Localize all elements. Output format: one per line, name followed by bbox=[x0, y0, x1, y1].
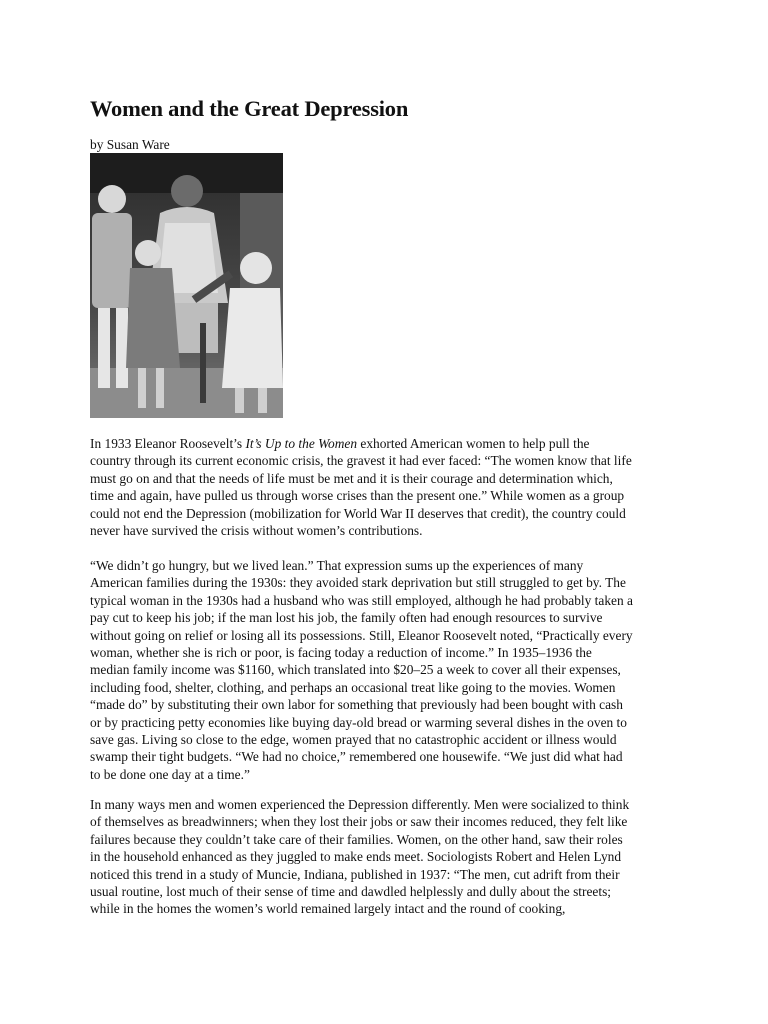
text-line: while in the homes the women’s world remained largely intact and the round of cooking, bbox=[90, 901, 566, 917]
paragraph-3 bbox=[90, 796, 690, 918]
text-line: American families during the 1930s: they avoided stark deprivation but still struggled to get by. The bbox=[90, 575, 626, 591]
text-line: save gas. Living so close to the edge, women prayed that no catastrophic accident or illness would bbox=[90, 732, 617, 748]
text-line: median family income was $1160, which translated into $20–25 a week to cover all their expenses, bbox=[90, 662, 621, 678]
text-line: swamp their tight budgets. “We had no choice,” remembered one housewife. “We just did what had bbox=[90, 749, 623, 765]
text-line: woman, whether she is rich or poor, is facing today a reduction of income.” In 1935–1936 the bbox=[90, 645, 592, 661]
text-line: failures because they couldn’t take care of their families. Women, on the other hand, saw their roles bbox=[90, 831, 623, 847]
article-photo bbox=[90, 153, 283, 418]
text-line: to be done one day at a time.” bbox=[90, 766, 250, 782]
text-line: pay cut to keep his job; if the man lost his job, the family often had enough resources to survive bbox=[90, 610, 603, 626]
text-line: including food, shelter, clothing, and perhaps an occasional treat like going to the movies. Women bbox=[90, 679, 616, 695]
text-line: usual routine, lost much of their sense of time and dawdled helplessly and dully about the streets; bbox=[90, 884, 612, 900]
text-line: time and again, have pulled us through worse crises than the present one.” While women as a group bbox=[90, 488, 625, 504]
text-line: never have survived the crisis without women’s contributions. bbox=[90, 523, 423, 539]
text-line: without going on relief or losing all its possessions. Still, Eleanor Roosevelt noted, “Practically every bbox=[90, 627, 633, 643]
text-line: of themselves as breadwinners; when they lost their jobs or saw their incomes reduced, they felt like bbox=[90, 814, 628, 830]
byline: by Susan Ware bbox=[90, 137, 170, 152]
text-line: country through its current economic crisis, the gravest it had ever faced: “The women know that life bbox=[90, 453, 632, 469]
text-line: in the household enhanced as they juggled to make ends meet. Sociologists Robert and Helen Lynd bbox=[90, 849, 622, 865]
text-line: or by practicing petty economies like buying day-old bread or warming several dishes in the oven to bbox=[90, 714, 627, 730]
text-line: “We didn’t go hungry, but we lived lean.” That expression sums up the experiences of many bbox=[90, 558, 584, 573]
text-line: In many ways men and women experienced the Depression differently. Men were socialized to think bbox=[90, 797, 630, 812]
text-line: must go on and that the needs of life must be met and it is their courage and determination which, bbox=[90, 470, 613, 486]
article-title: Women and the Great Depression bbox=[90, 96, 409, 121]
paragraph-1 bbox=[90, 435, 690, 539]
text-line: noticed this trend in a study of Muncie, Indiana, published in 1937: “The men, cut adrift from their bbox=[90, 866, 620, 882]
text-line: could not end the Depression (mobilization for World War II deserves that credit), the country could bbox=[90, 505, 626, 521]
text-line: In 1933 Eleanor Roosevelt’s It’s Up to the Women exhorted American women to help pull the bbox=[90, 436, 590, 451]
book-title: It’s Up to the Women bbox=[245, 436, 358, 451]
text-line: “made do” by substituting their own labor for something that previously had been bought with cash bbox=[90, 697, 623, 713]
text-line: typical woman in the 1930s had a husband who was still employed, although he had probably taken a bbox=[90, 592, 633, 608]
paragraph-2 bbox=[90, 557, 690, 783]
